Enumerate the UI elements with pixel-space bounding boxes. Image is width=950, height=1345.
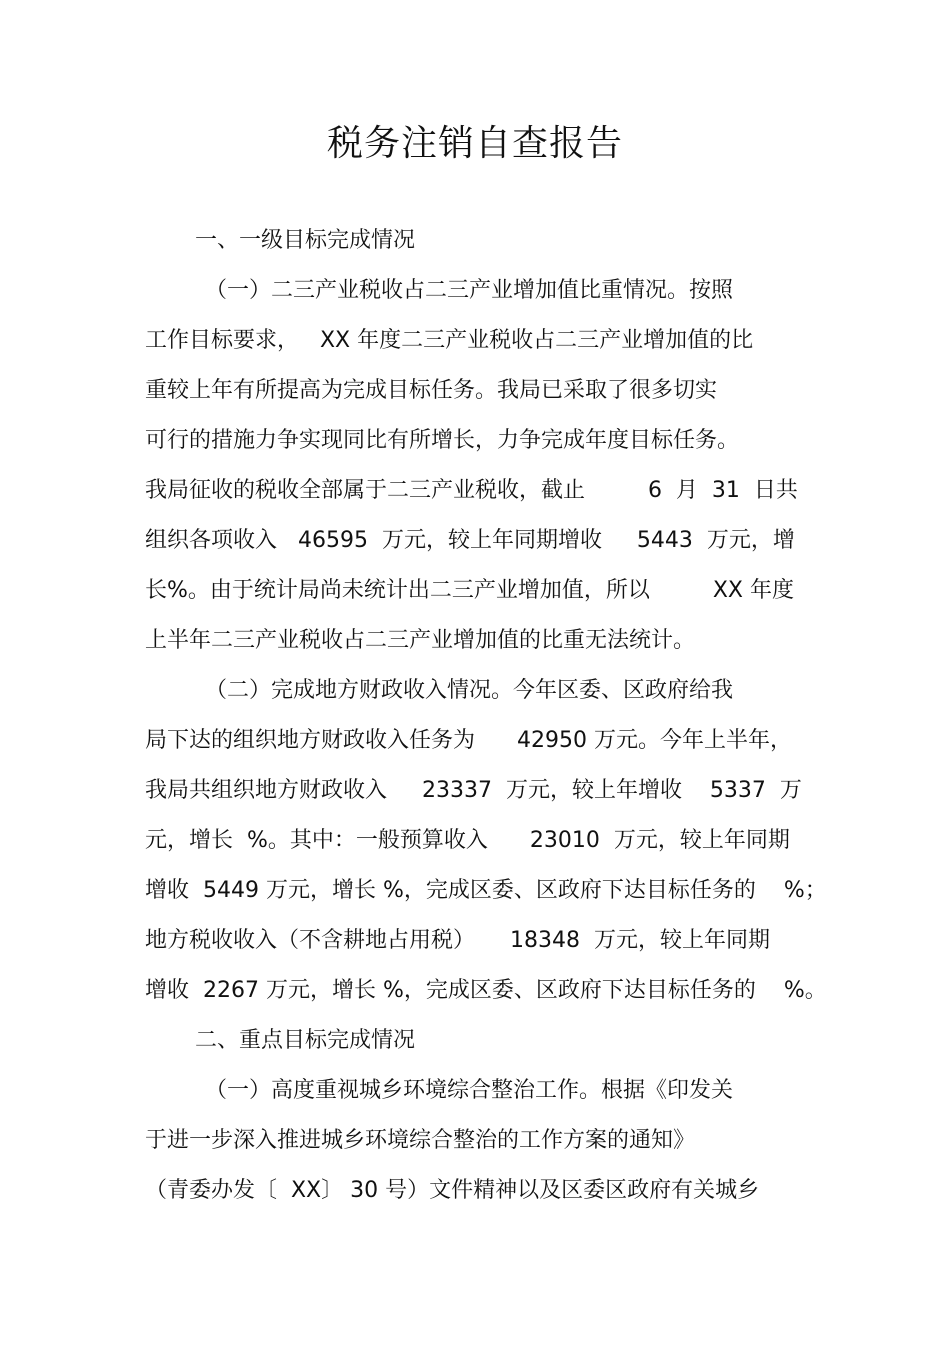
document-title: 税务注销自查报告 xyxy=(326,123,623,164)
paragraph-line: 增收 5449 万元，增长 %，完成区委、区政府下达目标任务的 %； xyxy=(145,878,827,903)
section-heading-2: 二、重点目标完成情况 xyxy=(195,1028,416,1053)
paragraph-line: 元，增长 %。其中：一般预算收入 23010 万元，较上年同期 xyxy=(145,828,790,853)
paragraph-line: 上半年二三产业税收占二三产业增加值的比重无法统计。 xyxy=(145,628,696,653)
paragraph-line: （一）二三产业税收占二三产业增加值比重情况。按照 xyxy=(205,278,734,303)
paragraph-line: （青委办发〔 XX〕 30 号）文件精神以及区委区政府有关城乡 xyxy=(145,1178,760,1203)
paragraph-line: 增收 2267 万元，增长 %，完成区委、区政府下达目标任务的 %。 xyxy=(145,978,827,1003)
section-heading-1: 一、一级目标完成情况 xyxy=(195,228,416,253)
paragraph-line: 我局共组织地方财政收入 23337 万元，较上年增收 5337 万 xyxy=(145,778,802,803)
paragraph-line: 长%。由于统计局尚未统计出二三产业增加值，所以 XX 年度 xyxy=(145,578,794,603)
paragraph-line: 地方税收收入（不含耕地占用税） 18348 万元，较上年同期 xyxy=(145,928,770,953)
paragraph-line: 可行的措施力争实现同比有所增长，力争完成年度目标任务。 xyxy=(145,428,740,453)
paragraph-line: 重较上年有所提高为完成目标任务。我局已采取了很多切实 xyxy=(145,378,718,403)
paragraph-line: 工作目标要求， XX 年度二三产业税收占二三产业增加值的比 xyxy=(145,328,754,353)
paragraph-line: 组织各项收入 46595 万元，较上年同期增收 5443 万元，增 xyxy=(145,528,795,553)
paragraph-line: 我局征收的税收全部属于二三产业税收，截止 6 月 31 日共 xyxy=(145,478,798,503)
paragraph-line: 局下达的组织地方财政收入任务为 42950 万元。今年上半年， xyxy=(145,728,792,753)
paragraph-line: （二）完成地方财政收入情况。今年区委、区政府给我 xyxy=(205,678,734,703)
paragraph-line: 于进一步深入推进城乡环境综合整治的工作方案的通知》 xyxy=(145,1128,696,1153)
paragraph-line: （一）高度重视城乡环境综合整治工作。根据《印发关 xyxy=(205,1078,734,1103)
